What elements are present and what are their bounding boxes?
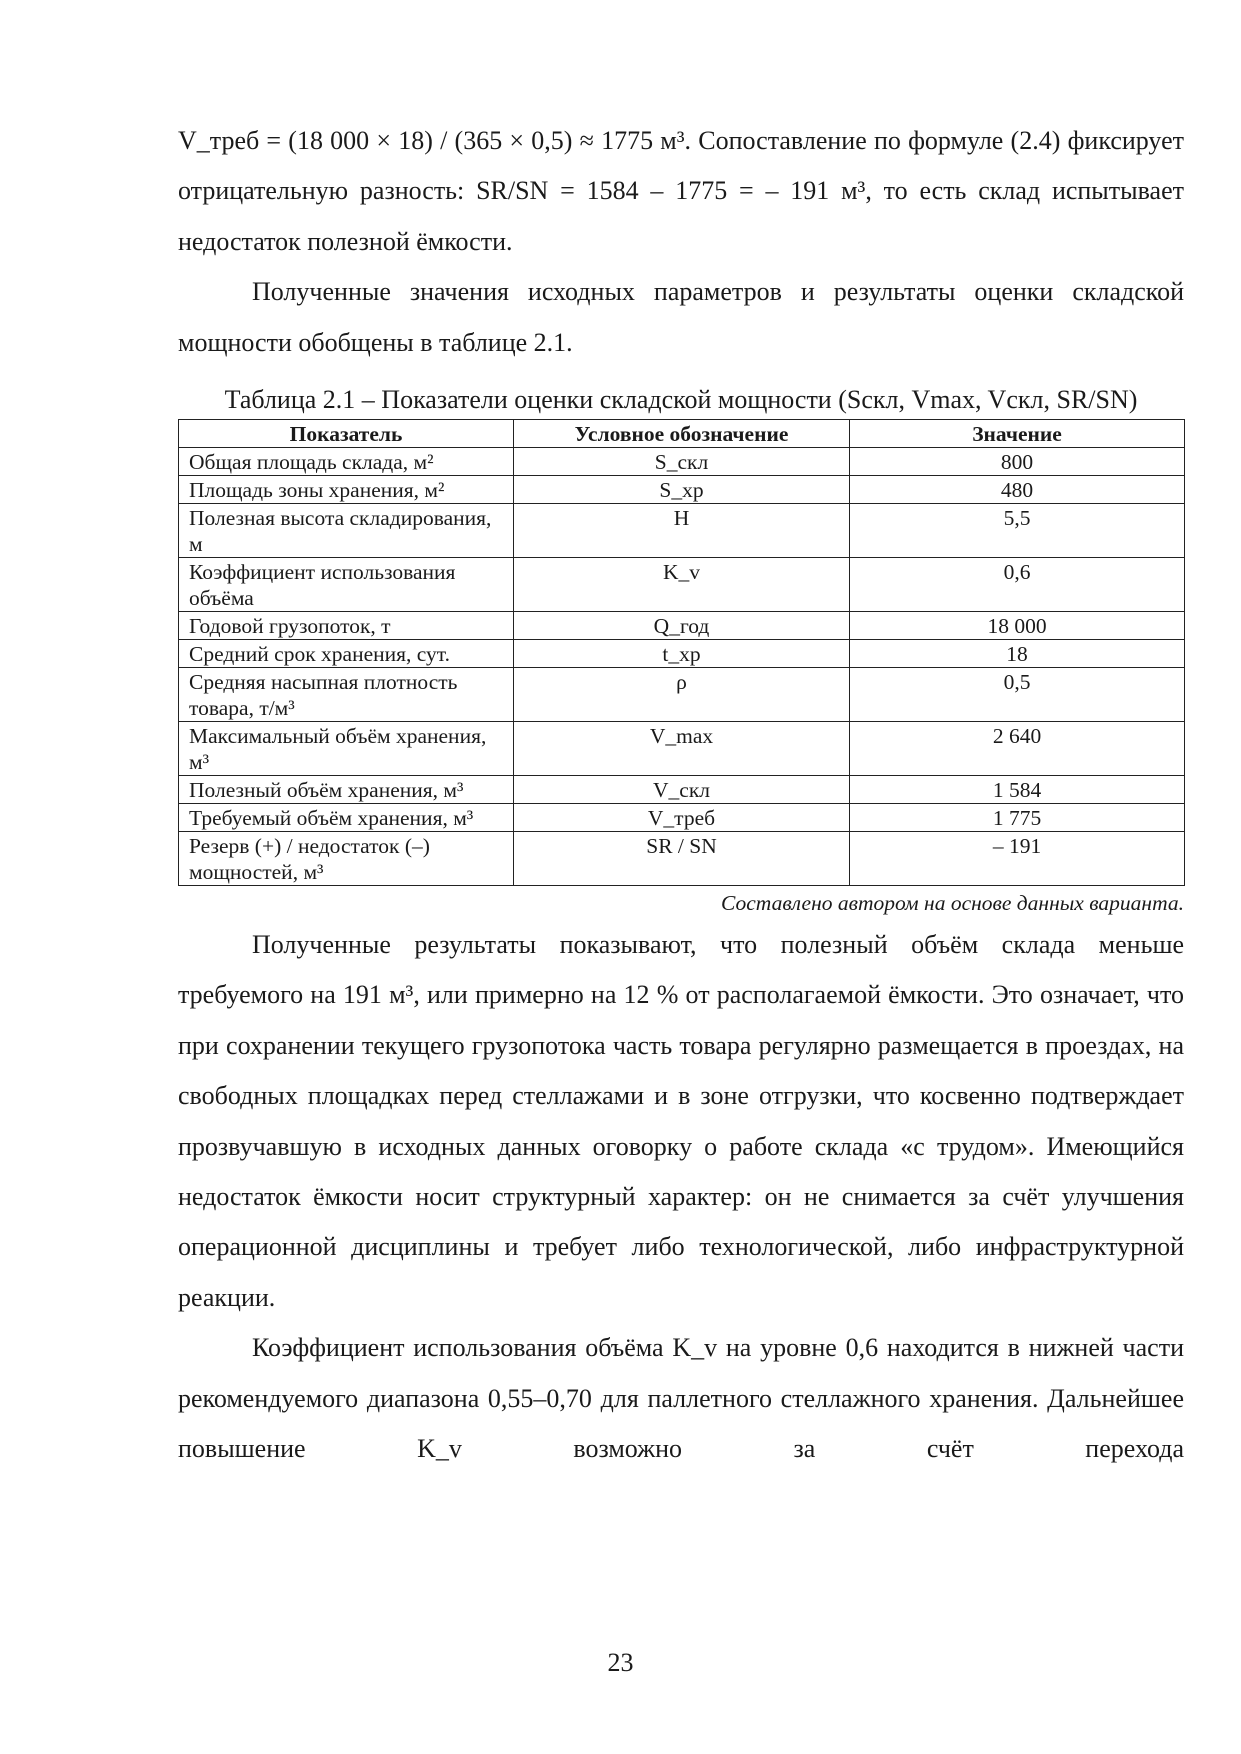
value-cell: 18 000 bbox=[850, 612, 1185, 640]
symbol-cell: Q_год bbox=[514, 612, 850, 640]
indicator-cell: Требуемый объём хранения, м³ bbox=[179, 804, 514, 832]
symbol-cell: S_скл bbox=[514, 448, 850, 476]
indicator-cell: Полезная высота складирования, м bbox=[179, 504, 514, 558]
page-number: 23 bbox=[607, 1648, 634, 1677]
table-row bbox=[179, 640, 1185, 668]
symbol-cell: ρ bbox=[514, 668, 850, 722]
value-cell: 2 640 bbox=[850, 722, 1185, 776]
header-indicator: Показатель bbox=[179, 420, 514, 448]
value-cell: 800 bbox=[850, 448, 1185, 476]
symbol-cell: t_хр bbox=[514, 640, 850, 668]
symbol-cell: S_хр bbox=[514, 476, 850, 504]
value-cell: 18 bbox=[850, 640, 1185, 668]
indicator-cell: Годовой грузопоток, т bbox=[179, 612, 514, 640]
table-header-row bbox=[179, 420, 1185, 448]
paragraph-kv-coefficient: Коэффициент использования объёма K_v на уровне 0,6 находится в нижней части рекомендуемого диапазона 0,55–0,70 для паллетного стеллажного хранения. Дальнейшее повышение K_v возможно за счёт перехода bbox=[178, 1333, 1184, 1464]
table-row bbox=[179, 804, 1185, 832]
indicator-cell: Средний срок хранения, сут. bbox=[179, 640, 514, 668]
table-source-note: Составлено автором на основе данных варианта. bbox=[721, 891, 1184, 916]
indicator-cell: Площадь зоны хранения, м² bbox=[179, 476, 514, 504]
symbol-cell: V_скл bbox=[514, 776, 850, 804]
page-content bbox=[178, 116, 1184, 1475]
header-symbol: Условное обозначение bbox=[514, 420, 850, 448]
table-row bbox=[179, 832, 1185, 886]
table-caption: Таблица 2.1 – Показатели оценки складской мощности (Sскл, Vmax, Vскл, SR/SN) bbox=[224, 385, 1138, 415]
value-cell: 0,6 bbox=[850, 558, 1185, 612]
symbol-cell: H bbox=[514, 504, 850, 558]
value-cell: 5,5 bbox=[850, 504, 1185, 558]
value-cell: – 191 bbox=[850, 832, 1185, 886]
value-cell: 1 775 bbox=[850, 804, 1185, 832]
value-cell: 0,5 bbox=[850, 668, 1185, 722]
indicator-cell: Полезный объём хранения, м³ bbox=[179, 776, 514, 804]
value-cell: 1 584 bbox=[850, 776, 1185, 804]
table-row bbox=[179, 476, 1185, 504]
table-row bbox=[179, 448, 1185, 476]
paragraph-formula-result: V_треб = (18 000 × 18) / (365 × 0,5) ≈ 1775 м³. Сопоставление по формуле (2.4) фиксирует отрицательную разность: SR/SN = 1584 – 1775 = – 191 м³, то есть склад испытывает недостаток полезной ёмкости. bbox=[178, 126, 1184, 256]
value-cell: 480 bbox=[850, 476, 1185, 504]
table-row bbox=[179, 776, 1185, 804]
indicator-cell: Максимальный объём хранения, м³ bbox=[179, 722, 514, 776]
indicator-cell: Общая площадь склада, м² bbox=[179, 448, 514, 476]
table-row bbox=[179, 722, 1185, 776]
symbol-cell: SR / SN bbox=[514, 832, 850, 886]
table-row bbox=[179, 668, 1185, 722]
table-row bbox=[179, 558, 1185, 612]
symbol-cell: V_max bbox=[514, 722, 850, 776]
table-row bbox=[179, 612, 1185, 640]
paragraph-results: Полученные результаты показывают, что полезный объём склада меньше требуемого на 191 м³, или примерно на 12 % от располагаемой ёмкости. Это означает, что при сохранении текущего грузопотока часть товара регулярно размещается в проездах, на свободных площадках перед стеллажами и в зоне отгрузки, что косвенно подтверждает прозвучавшую в исходных данных оговорку о работе склада «с трудом». Имеющийся недостаток ёмкости носит структурный характер: он не снимается за счёт улучшения операционной дисциплины и требует либо технологической, либо инфраструктурной реакции. bbox=[178, 930, 1184, 1312]
table-row bbox=[179, 504, 1185, 558]
indicator-cell: Средняя насыпная плотность товара, т/м³ bbox=[179, 668, 514, 722]
header-value: Значение bbox=[850, 420, 1185, 448]
indicator-cell: Коэффициент использования объёма bbox=[179, 558, 514, 612]
symbol-cell: V_треб bbox=[514, 804, 850, 832]
symbol-cell: K_v bbox=[514, 558, 850, 612]
indicator-cell: Резерв (+) / недостаток (–) мощностей, м³ bbox=[179, 832, 514, 886]
paragraph-table-intro: Полученные значения исходных параметров и результаты оценки складской мощности обобщены в таблице 2.1. bbox=[178, 277, 1184, 357]
capacity-table bbox=[178, 419, 1185, 886]
